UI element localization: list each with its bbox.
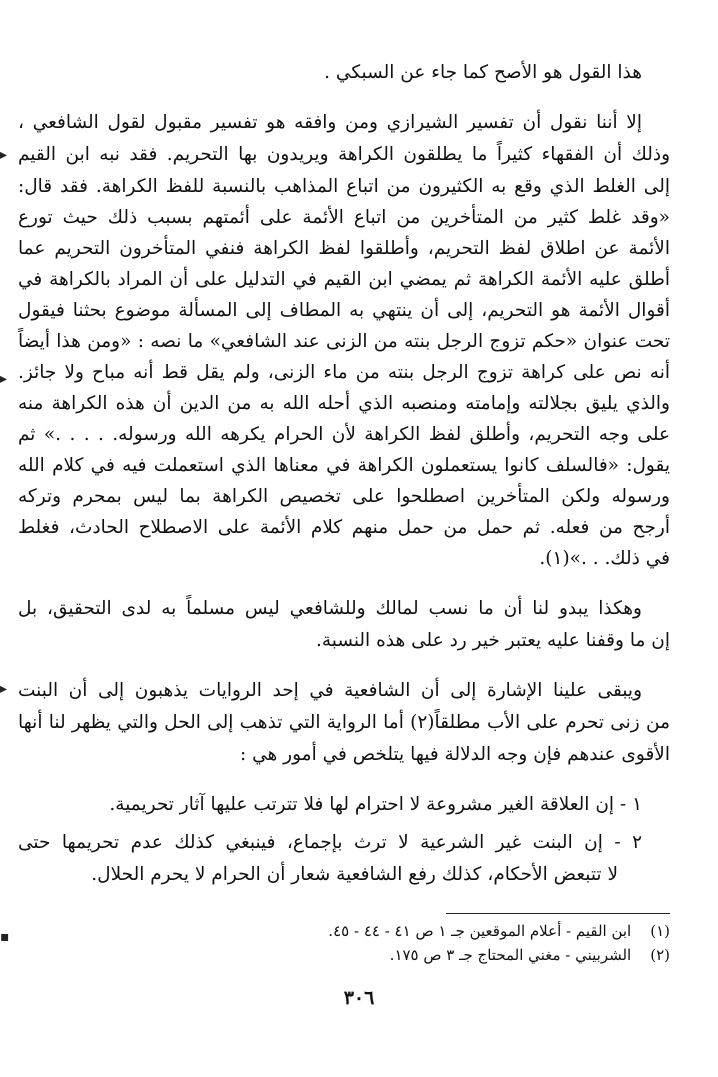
text-line: والذي يليق بجلالته وإمامته ومنصبه الذي أحله الله به من الدين أن هذه الكراهة منه [18, 393, 670, 414]
text-line: الأئمة عن اطلاق لفظ التحريم، وأطلقوا لفظ الكراهة فنفي المتأخرون التحريم عما [18, 238, 670, 259]
text-line: على وجه التحريم، وأطلق لفظ الكراهة لأن الحرام يكرهه الله ورسوله. . . . .» ثم [18, 424, 670, 445]
footnote-number: (٢) [650, 946, 670, 964]
text-line: أنه نص على كراهة تزوج الرجل بنته من ماء الزنى، ولم يقل قط أنه مباح ولا جائز. [18, 362, 670, 383]
list-item: ١ - إن العلاقة الغير مشروعة لا احترام لها فلا تترتب عليها آثار تحريمية. [109, 794, 642, 815]
text-line: ورسوله ولكن المتأخرين اصطلحوا على تخصيص الكراهة بما ليس بمحرم وتركه [18, 486, 670, 507]
text-line: أقوال الأئمة هو التحريم، إلى أن ينتهي به المطاف إلى المسألة موضوع بحثنا فيقول [18, 300, 670, 321]
text-line: تحت عنوان «حكم تزوج الرجل بنته من الزنى عند الشافعي» ما نصه : «ومن هذا أيضاً [18, 331, 670, 352]
text-line: وهكذا يبدو لنا أن ما نسب لمالك وللشافعي ليس مسلماً به لدى التحقيق، بل [18, 598, 642, 619]
text-line: إلا أننا نقول أن تفسير الشيرازي ومن وافقه هو تفسير مقبول لقول الشافعي ، [18, 112, 642, 133]
footnote-text: ابن القيم - أعلام الموقعين جـ ١ ص ٤١ - ٤٤ - ٤٥. [328, 922, 632, 940]
text-line: ويبقى علينا الإشارة إلى أن الشافعية في إحد الروايات يذهبون إلى أن البنت [18, 680, 642, 701]
scan-margin-mark: ▸ [0, 681, 8, 697]
text-line: إلى الغلط الذي وقع به الكثيرون من اتباع المذاهب بالنسبة للفظ الكراهة. فقد قال: [18, 176, 670, 197]
list-item-continuation: لا تتبعض الأحكام، كذلك رفع الشافعية شعار أن الحرام لا يحرم الحلال. [91, 864, 618, 885]
text-line: وذلك أن الفقهاء كثيراً ما يطلقون الكراهة ويريدون بها التحريم. فقد نبه ابن القيم [18, 144, 670, 165]
text-line: «وقد غلط كثير من المتأخرين من اتباع الأئمة على أئمتهم بسبب ذلك حيث تورع [18, 207, 670, 228]
text-line: هذا القول هو الأصح كما جاء عن السبكي . [324, 62, 642, 83]
page-number: ٣٠٦ [343, 987, 375, 1009]
footnote-text: الشربيني - مغني المحتاج جـ ٣ ص ١٧٥. [389, 946, 632, 964]
footnote-number: (١) [650, 922, 670, 940]
text-line: أطلق عليه الأئمة الكراهة ثم يمضي ابن القيم في التدليل على أن المراد بالكراهة في [18, 269, 670, 290]
footnote [200, 945, 670, 965]
text-line: في ذلك. . .»(١). [539, 548, 670, 569]
text-line: الأقوى عندهم فإن وجه الدلالة فيها يتلخص في أمور هي : [240, 744, 670, 765]
text-line: من زنى تحرم على الأب مطلقاً(٢) أما الرواية التي تذهب إلى الحل والتي يظهر لنا أنها [18, 712, 671, 733]
scan-margin-mark: ▸ [0, 371, 8, 387]
scan-margin-mark: ▸ [0, 147, 8, 163]
footnote [200, 921, 670, 941]
text-line: أرجح من فعله. ثم حمل من حمل منهم كلام الأئمة على الاصطلاح الحادث، فغلط [18, 517, 670, 538]
text-line: إن ما وقفنا عليه يعتبر خير رد على هذه النسبة. [315, 630, 670, 651]
list-item: ٢ - إن البنت غير الشرعية لا ترث بإجماع، فينبغي كذلك عدم تحريمها حتى [18, 832, 642, 853]
footnote-divider [446, 913, 670, 914]
text-line: يقول: «فالسلف كانوا يستعملون الكراهة في معناها الذي استعملت فيه في كلام الله [18, 455, 670, 476]
scan-margin-mark: ▪ [0, 929, 10, 945]
